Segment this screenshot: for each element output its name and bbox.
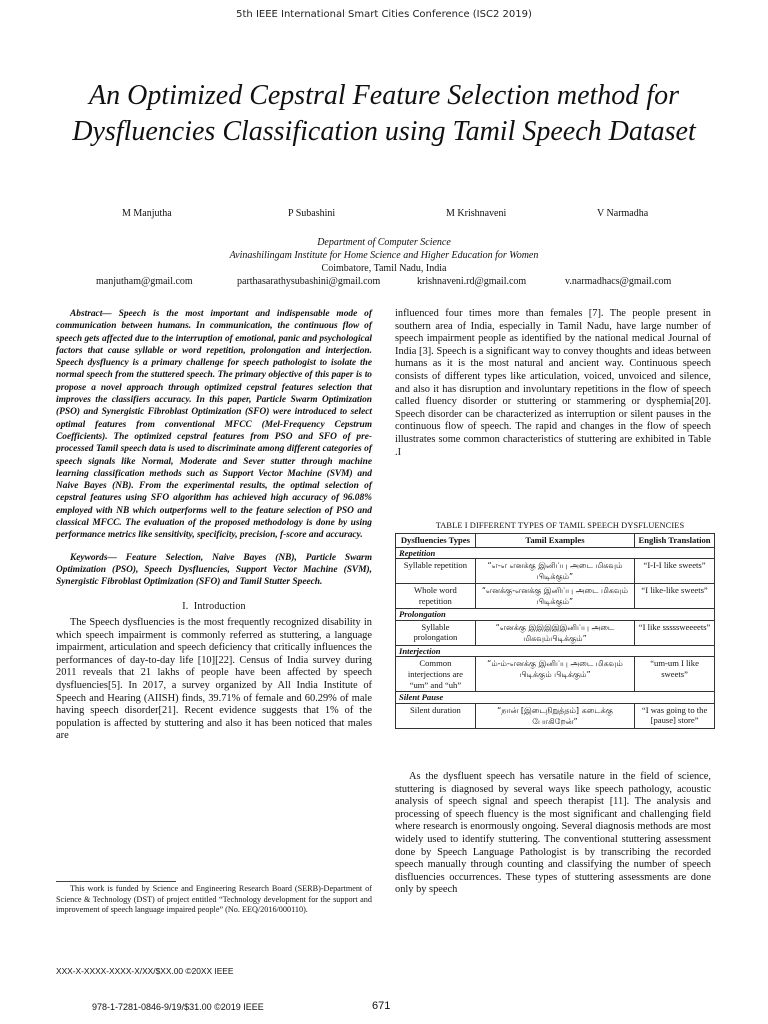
right-column-continued bbox=[395, 771, 711, 897]
table-row bbox=[396, 584, 715, 609]
table-caption: TABLE I DIFFERENT TYPES OF TAMIL SPEECH DYSFLUENCIES bbox=[435, 521, 685, 530]
paper-title: An Optimized Cepstral Feature Selection method for Dysfluencies Classification using Tamil Speech Dataset bbox=[72, 80, 696, 147]
isbn: 978-1-7281-0846-9/19/$31.00 ©2019 IEEE bbox=[92, 1002, 264, 1012]
keywords: Keywords— Feature Selection, Naive Bayes (NB), Particle Swarm Optimization (PSO), Speech Dysfluencies, Support Vector Machine (SVM), Synergistic Fibroblast Optimization (SFO) and Tamil Stutter Speech. bbox=[56, 552, 372, 588]
author-name: V Narmadha bbox=[597, 208, 649, 219]
page-number: 671 bbox=[372, 1000, 391, 1012]
group-label: Silent Pause bbox=[396, 692, 715, 704]
author-email: parthasarathysubashini@gmail.com bbox=[237, 276, 381, 287]
left-column bbox=[56, 308, 372, 743]
group-label: Interjection bbox=[396, 645, 715, 657]
cell-english: “I was going to the [pause] store” bbox=[635, 703, 715, 728]
right-column bbox=[395, 308, 711, 459]
table-group-row bbox=[396, 547, 715, 559]
table-group-row bbox=[396, 645, 715, 657]
cell-english: “I like-like sweets” bbox=[635, 584, 715, 609]
abstract: Abstract— Speech is the most important and indispensable mode of communication between humans. In communication, the continuous flow of speech gets affected due to the interruption of emotional, panic and psychological factors that cause syllable or word repetition, prolongation and interjection. Speech dysfluency is a primary challenge for speech pathologist to isolate the normal speech from the stuttered speech. The primary objective of this paper is to propose a novel approach through optimized cepstral features selection that improves the classifiers accuracy. In this paper, Particle Swarm Optimization (PSO) and Synergistic Fibroblast Optimization (SFO) were introduced to select optimal features from conventional MFCC (Mel-Frequency Cepstrum Coefficients). The optimized cepstral features from PSO and SFO of pre-processed Tamil speech data is used to discriminate among different categories of speech signals like Normal, Moderate and Sever stutter through machine learning classification methods such as Support Vector Machine (SVM) and Naive Bayes (NB). From the experimental results, the optimal selection of cepstral features using SFO algorithm has achieved high accuracy of 96.08% employed with NB which outperforms well to the feature selection of PSO and classical MFCC. The evaluation of the proposed methodology is done by using performance metrics like sensitivity, specificity, precision, f-score and accuracy. bbox=[56, 309, 372, 541]
author-name: M Manjutha bbox=[122, 208, 172, 219]
author-name: M Krishnaveni bbox=[446, 208, 507, 219]
table-group-row bbox=[396, 692, 715, 704]
footnote-text: This work is funded by Science and Engineering Research Board (SERB)-Department of Science & Technology (DST) of project entitled “Technology development for the support and improvement of speech language impaired people” (No. EEQ/2016/000110). bbox=[56, 884, 372, 914]
column-header: English Translation bbox=[635, 534, 715, 548]
footnote-divider bbox=[56, 881, 176, 882]
copyright-code: XXX-X-XXXX-XXXX-X/XX/$XX.00 ©20XX IEEE bbox=[56, 966, 234, 976]
cell-type: Silent duration bbox=[396, 703, 476, 728]
table-row bbox=[396, 620, 715, 645]
author-email: manjutham@gmail.com bbox=[96, 276, 193, 287]
intro-paragraph: The Speech dysfluencies is the most frequently recognized disability in which speech impairment is commonly referred as stuttering, a language impairment, articulation and speech deficiency that critically influences the performances of day-to-day life [10][22]. Census of India survey during 2011 reveals that 21 lakhs of people have been affected by speech dysfluencies[5]. In 2017, a survey organized by All India Institute of Speech and Hearing (AIISH) finds, 39.71% of female and 60.29% of male having speech disorder[21]. Recent evidence suggests that 1% of the population is affected by stuttering and also it has been noticed that males are bbox=[56, 616, 372, 742]
cell-tamil: “ம்-ம்-எனக்கு இனிப்பு அடை மிகவும் பிடிக்கும் பிடிக்கும்” bbox=[475, 657, 634, 692]
cell-type: Whole word repetition bbox=[396, 584, 476, 609]
affiliation-institute: Avinashilingam Institute for Home Science and Higher Education for Women bbox=[229, 250, 539, 261]
body-paragraph: As the dysfluent speech has versatile nature in the field of science, stuttering is diagnosed by several ways like speech pathology, acoustic analysis of speech signal and speech therapist [11]. The analysis and processing of speech fluency is the most significant and challenging field where research is enormously ongoing. Several diagnosis methods are most widely used to identify stuttering. The conventional stuttering assessment done by Speech Language Pathologist is by transcribing the recorded speech manually through counting and classifying the number of speech disfluencies occurrences. These types of stuttering assessments are done only by speech bbox=[395, 771, 711, 896]
cell-type: Common interjections are “um” and “uh” bbox=[396, 657, 476, 692]
cell-tamil: “எனக்கு இஇஇஇஇனிப்பு அடை மிகவும்பிடிக்கும்” bbox=[475, 620, 634, 645]
author-email: v.narmadhacs@gmail.com bbox=[565, 276, 672, 287]
author-name: P Subashini bbox=[288, 208, 336, 219]
group-label: Repetition bbox=[396, 547, 715, 559]
table-header-row bbox=[396, 534, 715, 548]
conference-header: 5th IEEE International Smart Cities Conference (ISC2 2019) bbox=[236, 9, 532, 20]
funding-footnote bbox=[56, 884, 372, 916]
section-heading bbox=[56, 601, 372, 613]
cell-type: Syllable repetition bbox=[396, 559, 476, 584]
group-label: Prolongation bbox=[396, 609, 715, 621]
table-row bbox=[396, 559, 715, 584]
author-list bbox=[0, 208, 768, 222]
column-header: Dysfluencies Types bbox=[396, 534, 476, 548]
cell-english: “I like sssssweeeets” bbox=[635, 620, 715, 645]
affiliation bbox=[0, 236, 768, 275]
cell-english: “um-um I like sweets” bbox=[635, 657, 715, 692]
body-paragraph: influenced four times more than females [7]. The people present in southern area of India, especially in Tamil Nadu, have large number of speech impairment people as identified by the national medical Journal of India [3]. Speech is a significant way to convey thoughts and ideas between humans as it is the most natural and ancient way. Continuous speech consists of different types like articulation, voiced, unvoiced and silence, and also it has disruption and involuntary repetitions in the flow of speech called fluency disorder or stuttering or stammering or dysphemia[20]. Speech disorder can be characterized as interruption or silent pauses in the continuous flow of speech. The rapid and changes in the flow of speech illustrates some common characteristics of stuttering are exhibited in Table .I bbox=[395, 308, 711, 458]
section-number: I. bbox=[182, 600, 189, 612]
cell-tamil: “நான் [இடைநிறுத்தம்] கடைக்கு போகிறேன்” bbox=[475, 703, 634, 728]
table-row bbox=[396, 657, 715, 692]
column-header: Tamil Examples bbox=[475, 534, 634, 548]
affiliation-location: Coimbatore, Tamil Nadu, India bbox=[321, 263, 447, 274]
table-row bbox=[396, 703, 715, 728]
cell-tamil: “எனக்கு-எனக்கு இனிப்பு அடை மிகவும் பிடிக்கும்” bbox=[475, 584, 634, 609]
affiliation-department: Department of Computer Science bbox=[317, 237, 451, 248]
cell-tamil: “எ-எ எனக்கு இனிப்பு அடை மிகவும் பிடிக்கும்” bbox=[475, 559, 634, 584]
cell-english: “I-I-I like sweets” bbox=[635, 559, 715, 584]
email-list bbox=[0, 276, 768, 290]
author-email: krishnaveni.rd@gmail.com bbox=[417, 276, 527, 287]
section-title: Introduction bbox=[193, 600, 246, 612]
dysfluency-table bbox=[395, 533, 715, 729]
cell-type: Syllable prolongation bbox=[396, 620, 476, 645]
table-group-row bbox=[396, 609, 715, 621]
